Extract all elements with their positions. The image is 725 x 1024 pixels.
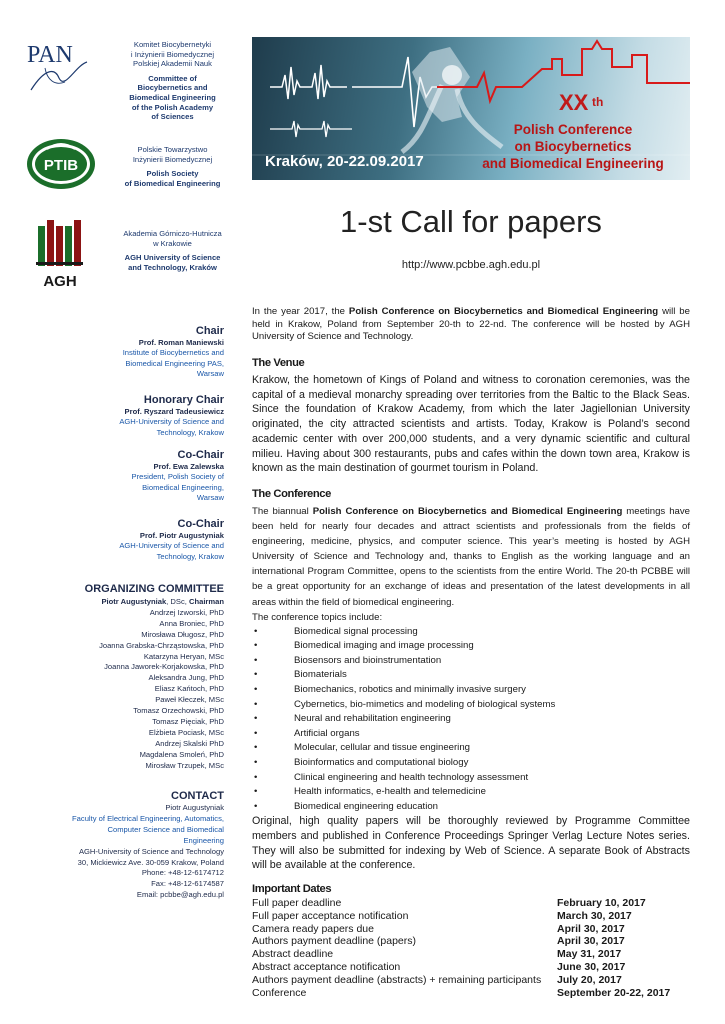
conference-section bbox=[252, 504, 690, 873]
list-item: • Biomedical imaging and image processing bbox=[254, 640, 474, 652]
important-dates-table bbox=[252, 897, 690, 999]
honorary-chair-heading: Honorary Chair bbox=[143, 394, 224, 406]
topics-intro: The conference topics include: bbox=[252, 611, 383, 623]
list-item: • Molecular, cellular and tissue engineering bbox=[254, 742, 470, 754]
table-row: Abstract acceptance notification June 30, 2017 bbox=[252, 960, 626, 973]
venue-heading: The Venue bbox=[252, 357, 305, 369]
committee-member: Aleksandra Jung, PhD bbox=[148, 673, 224, 683]
contact-fax: Fax: +48-12-6174587 bbox=[151, 879, 224, 889]
committee-member: Mirosław Trzupek, MSc bbox=[145, 760, 224, 770]
topics-list bbox=[252, 625, 690, 815]
cochair-name-1: Prof. Ewa Zalewska bbox=[153, 462, 224, 471]
intro-paragraph: In the year 2017, the Polish Conference on Biocybernetics and Biomedical Engineering will be held in Krakow, Poland from September 20-th to 22-nd. The conference will be hosted by AGH University of Science and Technology. bbox=[252, 306, 690, 343]
cochair-block-2: Co-Chair Prof. Piotr Augustyniak AGH-University of Science and Technology, Krakow bbox=[20, 517, 224, 562]
banner-edition-suffix: th bbox=[592, 95, 604, 109]
committee-member: Eliasz Kańtoch, PhD bbox=[154, 684, 224, 694]
chair-heading: Chair bbox=[195, 325, 224, 337]
conference-url[interactable]: http://www.pcbbe.agh.edu.pl bbox=[401, 259, 541, 271]
committee-member: Joanna Grabska-Chrząstowska, PhD bbox=[99, 640, 224, 650]
honorary-chair-block: Honorary Chair Prof. Ryszard Tadeusiewicz AGH-University of Science and Technology, Krakow bbox=[20, 393, 224, 438]
agh-org-text: Akademia Górniczo-Hutnicza w Krakowie AGH University of Science and Technology, Kraków bbox=[123, 229, 222, 272]
contact-phone: Phone: +48-12-6174712 bbox=[141, 868, 224, 878]
venue-paragraph: Krakow, the hometown of Kings of Poland and witness to coronation ceremonies, was the capital of a medieval monarchy spreading over territories from the Baltic to the Black Seas. Since the foundation of Krakow Academy, from which the later Jagiellonian University originated, the city attracted scientists and artists. Today, Krakow is Poland’s second academic center with over 200,000 students, and a very dynamic scientific and cultural milieu. Having about 300 restaurants, pubs and cafes within the down town area, Krakow is known as the main destination of gourmet tourism in Poland. bbox=[252, 374, 690, 475]
cochair-name-2: Prof. Piotr Augustyniak bbox=[139, 531, 224, 540]
table-row: Authors payment deadline (abstracts) + remaining participants July 20, 2017 bbox=[252, 973, 622, 986]
banner-line-1: Polish Conference bbox=[513, 122, 633, 137]
list-item: • Biomaterials bbox=[254, 669, 347, 681]
banner-city-date: Kraków, 20-22.09.2017 bbox=[265, 153, 424, 170]
list-item: • Artificial organs bbox=[254, 727, 360, 739]
list-item: • Biosensors and bioinstrumentation bbox=[254, 654, 442, 666]
ptib-logo-text: PTIB bbox=[43, 157, 79, 174]
committee-member: Andrzej Skalski PhD bbox=[155, 738, 224, 748]
committee-member: Paweł Kłeczek, MSc bbox=[155, 695, 224, 705]
contact-email[interactable]: Email: pcbbe@agh.edu.pl bbox=[136, 890, 224, 900]
list-item: • Cybernetics, bio-mimetics and modeling of biological systems bbox=[254, 698, 556, 710]
table-row: Camera ready papers due April 30, 2017 bbox=[252, 922, 625, 935]
table-row: Abstract deadline May 31, 2017 bbox=[252, 948, 622, 961]
committee-member: Katarzyna Heryan, MSc bbox=[143, 651, 224, 661]
pan-logo bbox=[25, 38, 105, 93]
banner-edition: XX bbox=[559, 90, 589, 115]
list-item: • Neural and rehabilitation engineering bbox=[254, 713, 451, 725]
list-item: • Clinical engineering and health technology assessment bbox=[254, 771, 529, 783]
chair-name: Prof. Roman Maniewski bbox=[138, 338, 224, 347]
banner-line-2: on Biocybernetics bbox=[514, 139, 632, 154]
contact-block: CONTACT Piotr Augustyniak Faculty of Electrical Engineering, Automatics, Computer Science and Biomedical Engineering AGH-University of Science and Technology 30, Mickiewicz Ave. 30-059 Krakow, Poland Phone: +48-12-6174712 Fax: +48-12-6174587 Email: pcbbe@agh.edu.pl bbox=[20, 789, 224, 901]
ptib-org-text: Polskie Towarzystwo Inżynierii Biomedycznej Polish Society of Biomedical Engineering bbox=[124, 145, 221, 188]
list-item: • Biomedical engineering education bbox=[254, 800, 439, 812]
committee-member: Andrzej Izworski, PhD bbox=[149, 607, 224, 617]
chair-block: Chair Prof. Roman Maniewski Institute of Biocybernetics and Biomedical Engineering PAS, Warsaw bbox=[20, 324, 224, 380]
list-item: • Health informatics, e-health and telemedicine bbox=[254, 786, 486, 798]
cochair-heading-1: Co-Chair bbox=[177, 449, 224, 461]
important-dates-heading: Important Dates bbox=[252, 883, 332, 895]
closing-paragraph: Original, high quality papers will be thoroughly reviewed by Programme Committee members and published in Conference Proceedings Springer Verlag Lecture Notes series. They will also be submitted for indexing by Web of Science. A separate Book of Abstracts will be available at the conference. bbox=[252, 815, 690, 872]
agh-logo bbox=[32, 218, 90, 290]
organizing-committee-heading: ORGANIZING COMMITTEE bbox=[84, 583, 224, 595]
organizing-committee-list bbox=[20, 597, 224, 772]
cochair-block-1: Co-Chair Prof. Ewa Zalewska President, Polish Society of Biomedical Engineering, Warsaw bbox=[20, 448, 224, 504]
conference-heading: The Conference bbox=[252, 488, 331, 500]
contact-name: Piotr Augustyniak bbox=[165, 803, 224, 812]
committee-member: Magdalena Smoleń, PhD bbox=[139, 749, 224, 759]
committee-member: Anna Broniec, PhD bbox=[159, 618, 224, 628]
committee-chairman: Piotr Augustyniak, DSc, Chairman bbox=[101, 597, 224, 606]
pan-org-text: Komitet Biocybernetyki i Inżynierii Biomedycznej Polskiej Akademii Nauk Committee of Biocybernetics and Biomedical Engineering of the Polish Academy of Sciences bbox=[129, 40, 216, 122]
table-row: Conference September 20-22, 2017 bbox=[252, 986, 671, 999]
committee-member: Elżbieta Pociask, MSc bbox=[148, 727, 224, 737]
cochair-heading-2: Co-Chair bbox=[177, 518, 224, 530]
list-item: • Biomechanics, robotics and minimally invasive surgery bbox=[254, 684, 526, 696]
conference-paragraph: The biannual Polish Conference on Biocybernetics and Biomedical Engineering meetings have been held for nearly four decades and attract scientists and professionals from the fields of engineering, medicine, physics, and computer science. This year’s meeting is hosted by AGH University of Science and Technology and, thanks to English as the working language and an international Program Committee, opens to the scientists from the entire World. The 20-th PCBBE will be a great opportunity for an exchange of ideas and presentation of the latest developments in all areas within the field of biomedical engineering. bbox=[252, 506, 690, 608]
pan-logo-text: PAN bbox=[27, 42, 73, 68]
table-row: Authors payment deadline (papers) April 30, 2017 bbox=[252, 935, 625, 948]
ptib-logo bbox=[25, 137, 97, 192]
table-row: Full paper deadline February 10, 2017 bbox=[252, 897, 646, 909]
committee-member: Mirosława Długosz, PhD bbox=[141, 629, 224, 639]
list-item: • Biomedical signal processing bbox=[254, 625, 418, 637]
banner-line-3: and Biomedical Engineering bbox=[482, 156, 664, 171]
committee-member: Tomasz Orzechowski, PhD bbox=[133, 706, 224, 716]
page-title: 1-st Call for papers bbox=[340, 204, 602, 239]
honorary-chair-name: Prof. Ryszard Tadeusiewicz bbox=[124, 407, 224, 416]
committee-member: Tomasz Pięciak, PhD bbox=[152, 716, 224, 726]
contact-heading: CONTACT bbox=[171, 790, 224, 802]
table-row: Full paper acceptance notification March 30, 2017 bbox=[252, 909, 632, 922]
agh-logo-text: AGH bbox=[43, 273, 77, 290]
list-item: • Bioinformatics and computational biology bbox=[254, 757, 469, 768]
committee-member: Joanna Jaworek-Korjakowska, PhD bbox=[104, 662, 224, 672]
